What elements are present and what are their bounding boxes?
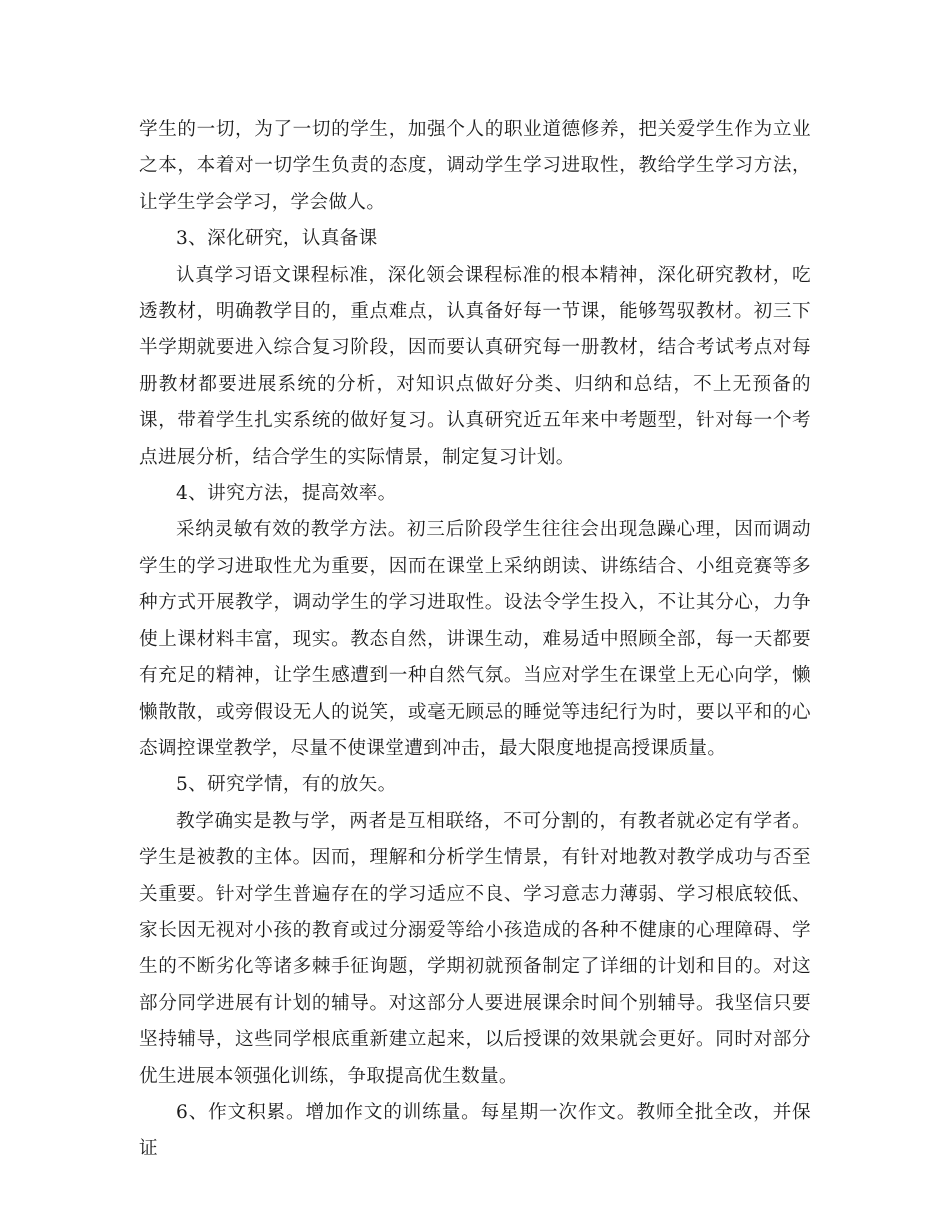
document-body <box>139 112 811 1168</box>
paragraph-teaching-methods: 采纳灵敏有效的教学方法。初三后阶段学生往往会出现急躁心理，因而调动学生的学习进取性尤为重要，因而在课堂上采纳朗读、讲练结合、小组竞赛等多种方式开展教学，调动学生的学习进取性。设法令学生投入，不让其分心，力争使上课材料丰富，现实。教态自然，讲课生动，难易适中照顾全部，每一天都要有充足的精神，让学生感遭到一种自然气氛。当应对学生在课堂上无心向学，懒懒散散，或旁假设无人的说笑，或毫无顾忌的睡觉等违纪行为时，要以平和的心态调控课堂教学，尽量不使课堂遭到冲击，最大限度地提高授课质量。 <box>139 519 811 759</box>
paragraph-continuation: 学生的一切，为了一切的学生，加强个人的职业道德修养，把关爱学生作为立业之本，本着对一切学生负责的态度，调动学生学习进取性，教给学生学习方法，让学生学会学习，学会做人。 <box>139 119 811 213</box>
paragraph-student-analysis: 教学确实是教与学，两者是互相联络，不可分割的，有教者就必定有学者。学生是被教的主体。因而，理解和分析学生情景，有针对地教对教学成功与否至关重要。针对学生普遍存在的学习适应不良、学习意志力薄弱、学习根底较低、家长因无视对小孩的教育或过分溺爱等给小孩造成的各种不健康的心理障碍、学生的不断劣化等诸多棘手征询题，学期初就预备制定了详细的计划和目的。对这部分同学进展有计划的辅导。对这部分人要进展课余时间个别辅导。我坚信只要坚持辅导，这些同学根底重新建立起来，以后授课的效果就会更好。同时对部分优生进展本领强化训练，争取提高优生数量。 <box>139 810 811 1087</box>
section-heading-3: 3、深化研究，认真备课 <box>176 228 378 250</box>
section-heading-4: 4、讲究方法，提高效率。 <box>176 483 397 505</box>
section-heading-6: 6、作文积累。增加作文的训练量。每星期一次作文。教师全批全改，并保证 <box>139 1101 811 1160</box>
paragraph-lesson-preparation: 认真学习语文课程标准，深化领会课程标准的根本精神，深化研究教材，吃透教材，明确教学目的，重点难点，认真备好每一节课，能够驾驭教材。初三下半学期就要进入综合复习阶段，因而要认真研究每一册教材，结合考试考点对每册教材都要进展系统的分析，对知识点做好分类、归纳和总结，不上无预备的课，带着学生扎实系统的做好复习。认真研究近五年来中考题型，针对每一个考点进展分析，结合学生的实际情景，制定复习计划。 <box>139 264 811 468</box>
section-heading-5: 5、研究学情，有的放矢。 <box>176 774 397 796</box>
